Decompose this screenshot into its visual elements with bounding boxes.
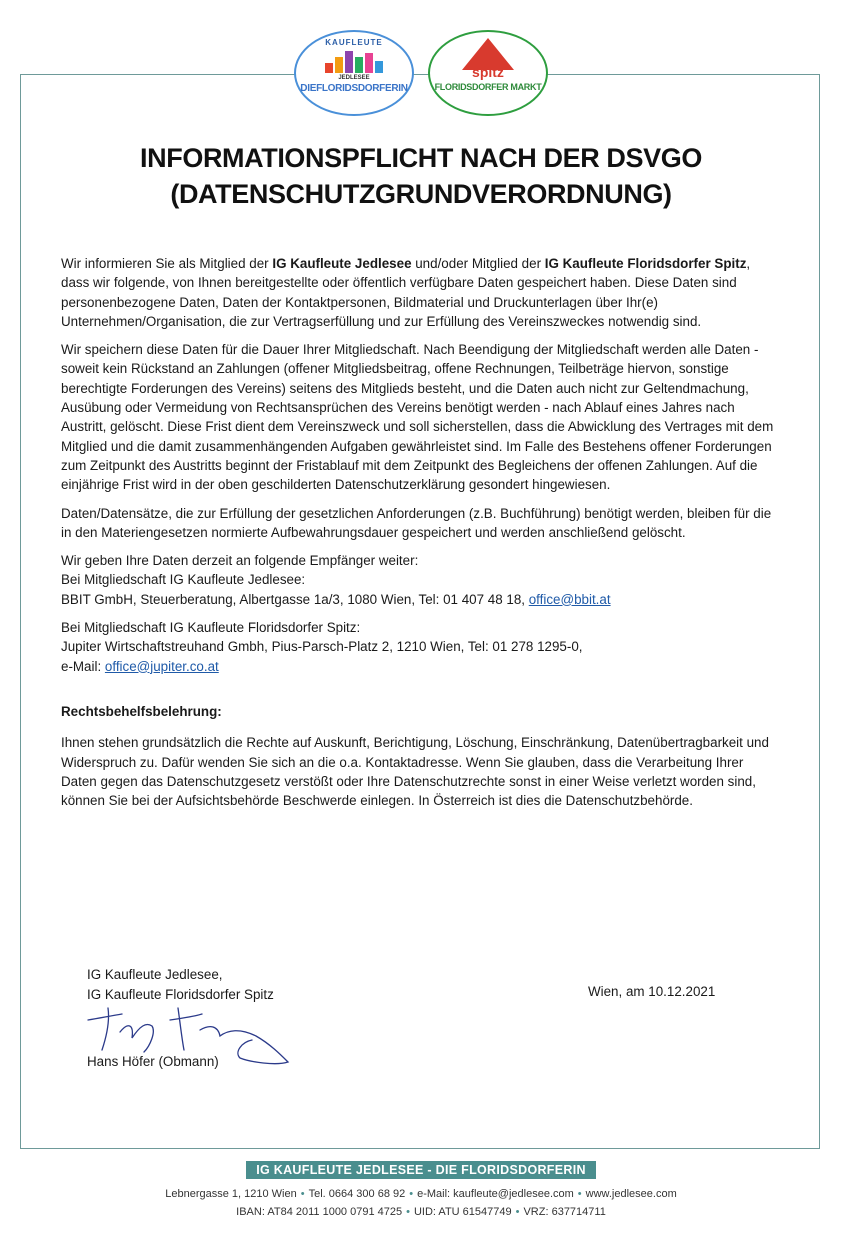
title-line-2: (DATENSCHUTZGRUNDVERORDNUNG) — [170, 179, 672, 209]
footer-address: Lebnergasse 1, 1210 Wien — [165, 1188, 297, 1200]
rights-heading: Rechtsbehelfsbelehrung: — [61, 703, 222, 719]
logo-arc-text: KAUFLEUTE — [325, 38, 383, 47]
footer-banner-text: IG KAUFLEUTE JEDLESEE - DIE FLORIDSDORFERIN — [246, 1161, 596, 1179]
signature-org-1: IG Kaufleute Jedlesee, — [87, 967, 223, 982]
p1-text-3: , dass wir folgende, von Ihnen bereitgestellte oder öffentlich verfügbare Daten gespeichert haben. Diese Daten sind personenbezogene Daten, Daten der Kontaktpersonen, Bildmaterial und Druckunterlagen über Ihr(e) Unternehmen/Organisation, die zur Vertragserfüllung und zur Erfüllung des Vereinszweckes notwendig sind. — [61, 256, 751, 329]
recipients-spitz-paragraph — [61, 618, 781, 676]
p1-bold-1: IG Kaufleute Jedlesee — [272, 256, 412, 271]
bullet-icon: • — [300, 1188, 305, 1200]
recipient-spitz-label: Bei Mitgliedschaft IG Kaufleute Floridsdorfer Spitz: — [61, 620, 361, 636]
footer-bank-line — [0, 1206, 842, 1218]
signature-block — [87, 965, 274, 1005]
logo-row — [0, 30, 842, 112]
signature-org-2: IG Kaufleute Floridsdorfer Spitz — [87, 987, 274, 1002]
footer-website[interactable]: www.jedlesee.com — [585, 1188, 677, 1200]
recipient-spitz-text: Jupiter Wirtschaftstreuhand Gmbh, Pius-Parsch-Platz 2, 1210 Wien, Tel: 01 278 1295-0, — [61, 639, 583, 655]
bullet-icon: • — [515, 1206, 520, 1218]
footer-contact-line — [0, 1188, 842, 1200]
rights-paragraph: Ihnen stehen grundsätzlich die Rechte auf Auskunft, Berichtigung, Löschung, Einschränkung, Datenübertragbarkeit und Widerspruch zu. Dafür wenden Sie sich an die o.a. Kontaktadresse. Wenn Sie glauben, dass die Verarbeitung Ihrer Daten gegen das Datenschutzgesetz verstößt oder Ihre Datenschutzrechte sonst in einer Weise verletzt worden sind, können Sie bei der Aufsichtsbehörde Beschwerde einlegen. In Österreich ist dies die Datenschutzbehörde. — [61, 735, 769, 809]
recipient-jedlesee-text: BBIT GmbH, Steuerberatung, Albertgasse 1a/3, 1080 Wien, Tel: 01 407 48 18, — [61, 591, 529, 607]
bbit-email-link[interactable]: office@bbit.at — [528, 591, 611, 607]
recipients-paragraph — [61, 551, 781, 609]
intro-paragraph — [61, 254, 781, 331]
recipients-intro: Wir geben Ihre Daten derzeit an folgende Empfänger weiter: — [61, 553, 419, 569]
footer-email[interactable]: e-Mail: kaufleute@jedlesee.com — [417, 1188, 574, 1200]
title-line-1: INFORMATIONSPFLICHT NACH DER DSVGO — [140, 143, 702, 173]
p1-bold-2: IG Kaufleute Floridsdorfer Spitz — [544, 256, 747, 271]
recipient-spitz-mail-label: e-Mail: — [61, 658, 105, 674]
logo-name-text: DIEFLORIDSDORFERIN — [300, 83, 408, 94]
signatory-name: Hans Höfer (Obmann) — [87, 1054, 219, 1069]
footer-phone: Tel. 0664 300 68 92 — [308, 1188, 406, 1200]
bullet-icon: • — [577, 1188, 582, 1200]
logo-spitz-word: spitz — [472, 64, 504, 80]
logo-name-text: FLORIDSDORFER MARKT — [434, 82, 542, 92]
bullet-icon: • — [406, 1206, 410, 1218]
main-content — [61, 254, 781, 819]
footer-banner — [0, 1161, 842, 1179]
logo-sub-text: JEDLESEE — [338, 75, 370, 81]
records-paragraph: Daten/Datensätze, die zur Erfüllung der gesetzlichen Anforderungen (z.B. Buchführung) benötigt werden, bleiben für die in den Materiengesetzen normierte Aufbewahrungsdauer gespeichert und werden anschließend gelöscht. — [61, 505, 772, 540]
jupiter-email-link[interactable]: office@jupiter.co.at — [104, 658, 219, 674]
signature-date: Wien, am 10.12.2021 — [588, 984, 716, 999]
handwritten-signature — [80, 1002, 300, 1082]
p1-text-2: und/oder Mitglied der — [411, 256, 545, 271]
logo-bars-icon — [325, 51, 383, 73]
recipient-jedlesee-label: Bei Mitgliedschaft IG Kaufleute Jedlesee: — [61, 572, 306, 588]
page-title — [0, 140, 842, 212]
p1-text-1: Wir informieren Sie als Mitglied der — [61, 256, 273, 271]
footer-uid: UID: ATU 61547749 — [413, 1206, 512, 1218]
spitz-markt-logo — [428, 30, 548, 116]
kaufleute-jedlesee-logo — [294, 30, 414, 116]
footer-iban: IBAN: AT84 2011 1000 0791 4725 — [236, 1206, 403, 1218]
bullet-icon: • — [409, 1188, 414, 1200]
footer-vrz: VRZ: 637714711 — [523, 1206, 606, 1218]
retention-paragraph: Wir speichern diese Daten für die Dauer Ihrer Mitgliedschaft. Nach Beendigung der Mitgliedschaft werden alle Daten - soweit kein Rückstand an Zahlungen (offener Mitgliedsbeitrag, offene Rechnungen, Teilbeträge hiervon, sonstige berechtigte Forderungen des Vereins) seitens des Mitglieds besteht, und die Daten auch nicht zur Geltendmachung, Ausübung oder Vermeidung von Rechtsansprüchen des Vereins benötigt werden - nach Ablauf eines Jahres nach Austritt, gelöscht. Diese Frist dient dem Vereinszweck und soll sicherstellen, dass die Abwicklung des Vertrages mit dem Mitglied und die damit zusammenhängenden Aufgaben gewährleistet sind. Im Falle des Bestehens offener Forderungen zum Zeitpunkt des Austritts beginnt der Fristablauf mit dem Zeitpunkt des Begleichens der offenen Zahlungen. Auf die einjährige Frist wird in der oben geschilderten Datenschutzerklärung gesondert hingewiesen. — [61, 342, 774, 493]
